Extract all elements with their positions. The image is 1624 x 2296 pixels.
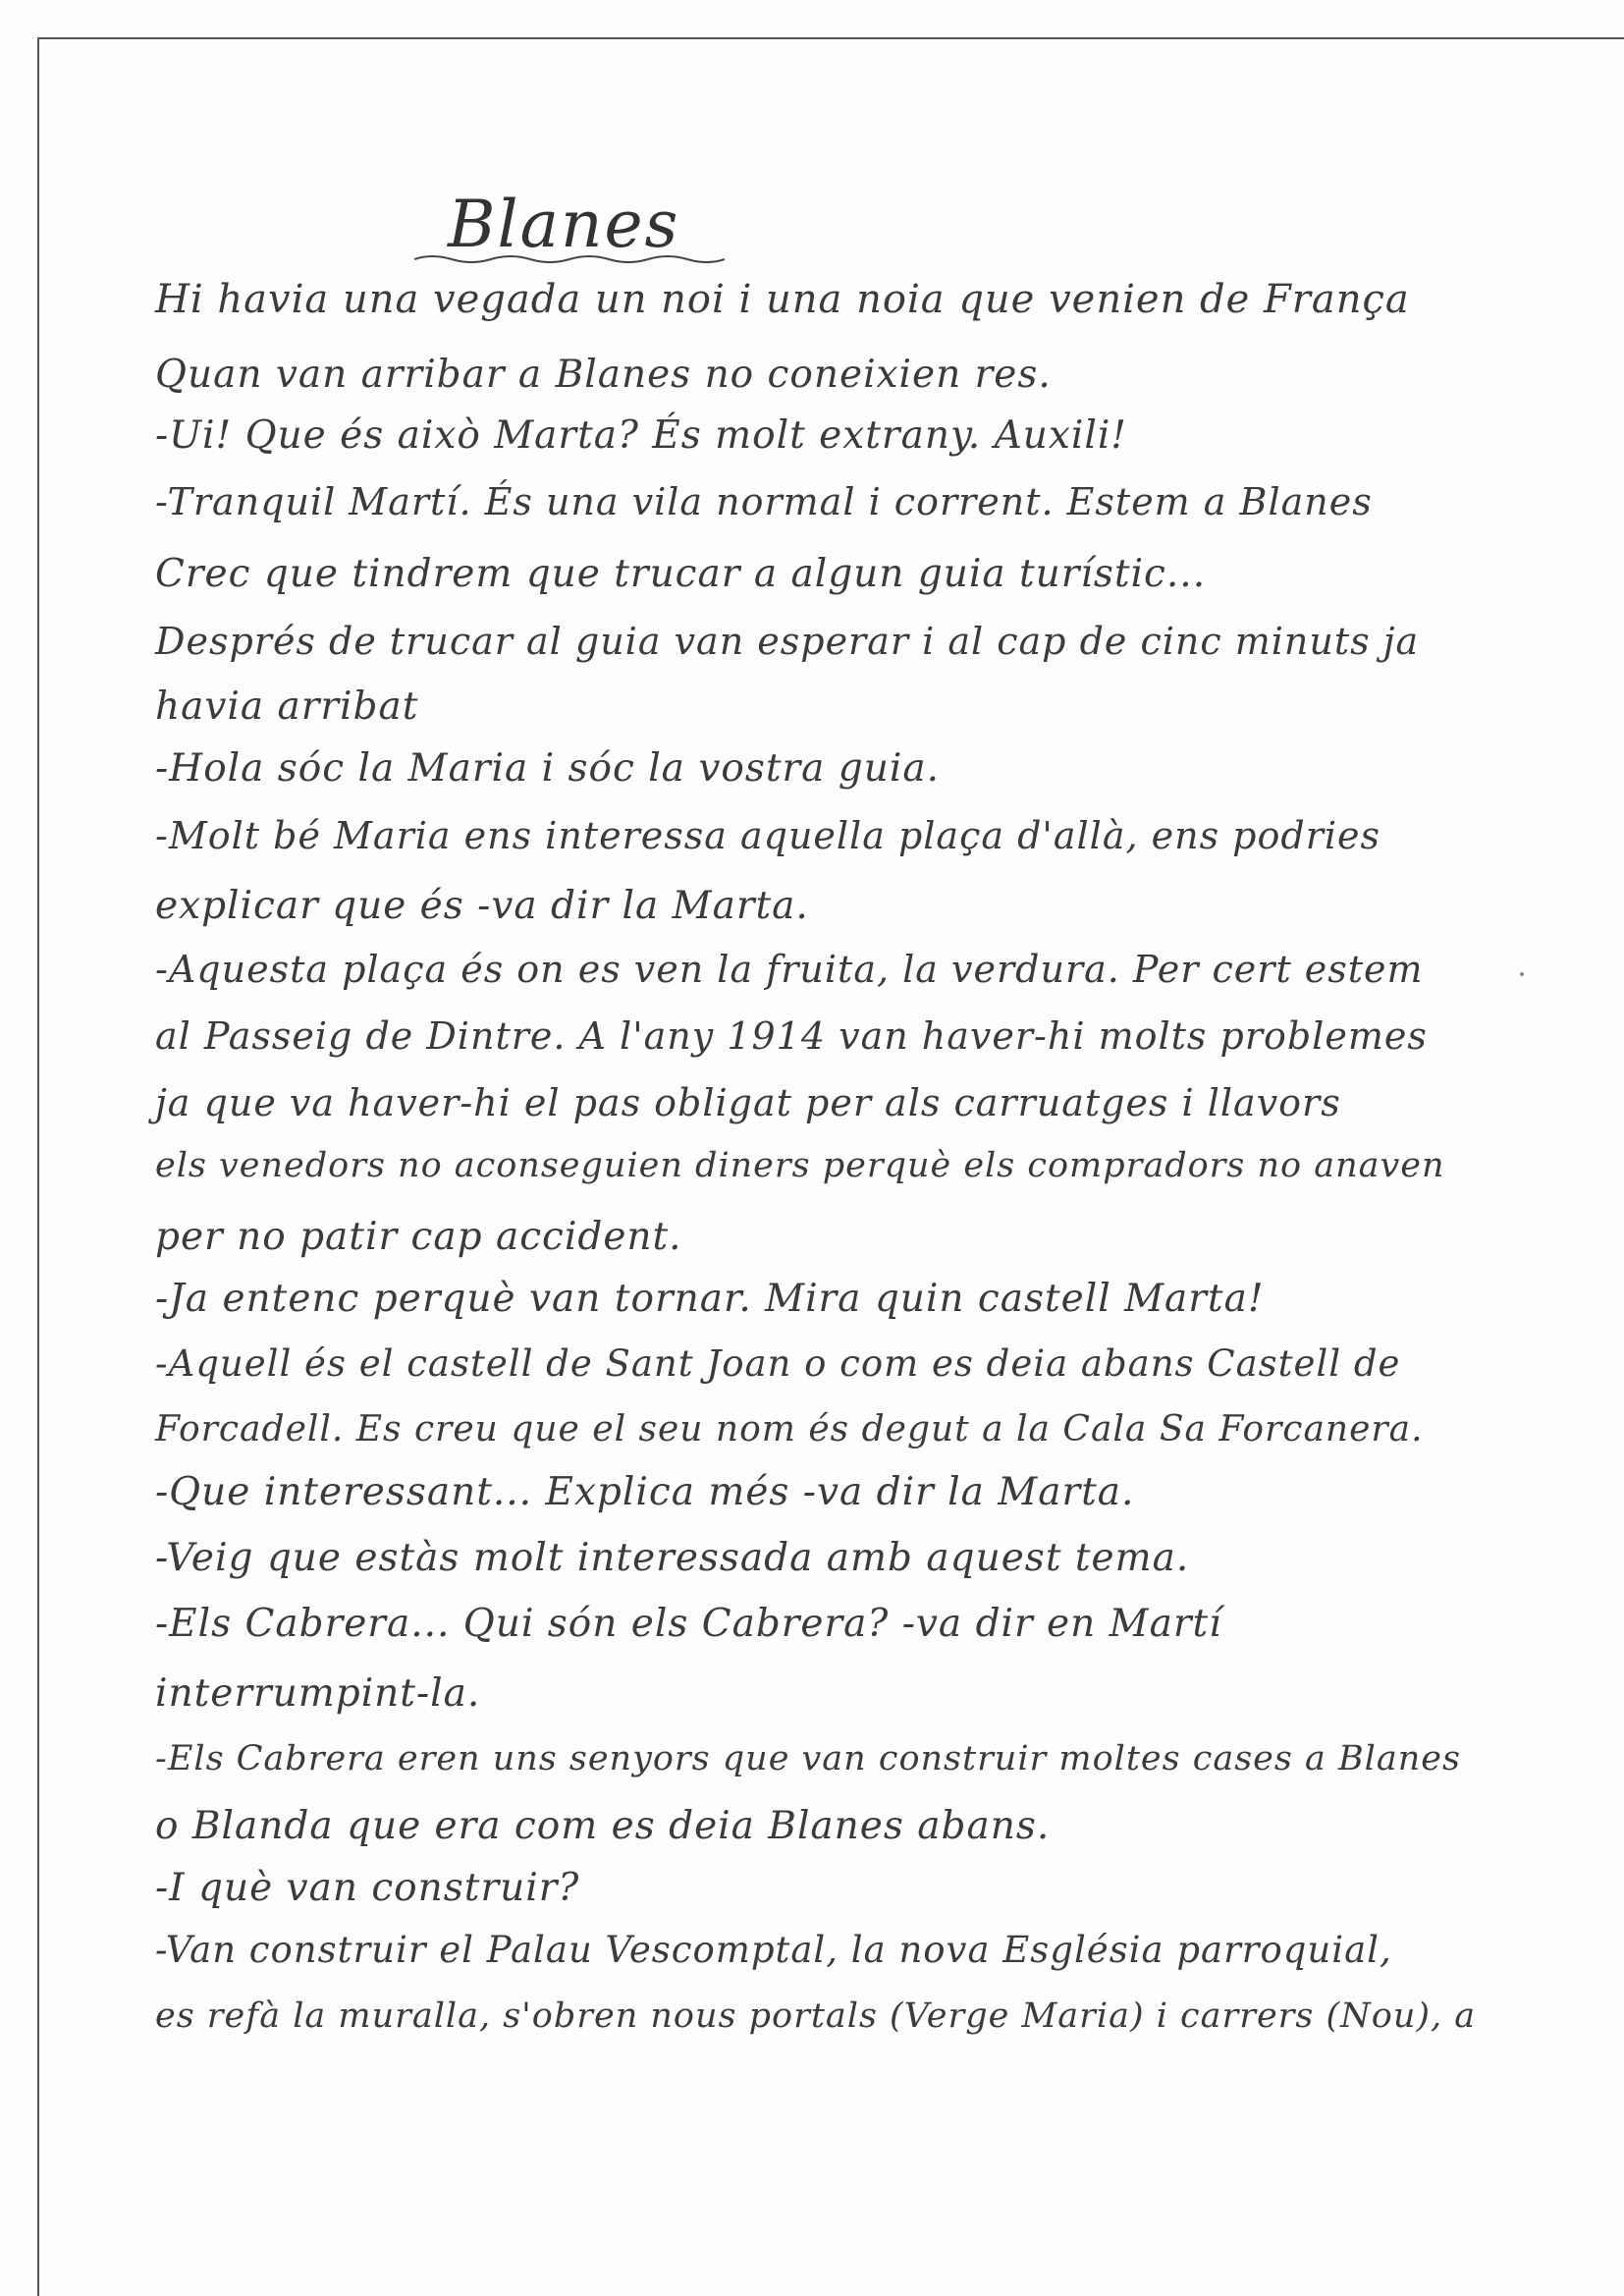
text-line: -Molt bé Maria ens interessa aquella plaça d'allà, ens podries bbox=[155, 814, 1381, 857]
text-line: -Van construir el Palau Vescomptal, la nova Església parroquial, bbox=[155, 1929, 1392, 1971]
text-line: -Tranquil Martí. És una vila normal i corrent. Estem a Blanes bbox=[155, 480, 1373, 523]
text-line: Forcadell. Es creu que el seu nom és degut a la Cala Sa Forcanera. bbox=[155, 1409, 1424, 1449]
title-underline bbox=[412, 253, 727, 265]
text-line: -Aquell és el castell de Sant Joan o com es deia abans Castell de bbox=[155, 1342, 1401, 1385]
text-line: Crec que tindrem que trucar a algun guia turístic... bbox=[155, 552, 1207, 596]
text-line: Després de trucar al guia van esperar i al cap de cinc minuts ja bbox=[155, 620, 1420, 663]
text-line: -Aquesta plaça és on es ven la fruita, la verdura. Per cert estem bbox=[155, 948, 1424, 991]
text-line: es refà la muralla, s'obren nous portals (Verge Maria) i carrers (Nou), a bbox=[155, 1996, 1477, 2036]
text-line: -I què van construir? bbox=[155, 1866, 580, 1910]
text-line: -Hola sóc la Maria i sóc la vostra guia. bbox=[155, 746, 941, 791]
text-line: explicar que és -va dir la Marta. bbox=[155, 884, 809, 928]
text-line: per no patir cap accident. bbox=[155, 1215, 682, 1259]
text-line: Hi havia una vegada un noi i una noia que venien de França bbox=[155, 277, 1410, 322]
text-line: -Els Cabrera eren uns senyors que van construir moltes cases a Blanes bbox=[155, 1739, 1461, 1778]
scan-speck bbox=[1520, 972, 1524, 976]
page-title: Blanes bbox=[448, 187, 680, 262]
text-line: havia arribat bbox=[155, 684, 419, 729]
text-line: al Passeig de Dintre. A l'any 1914 van haver-hi molts problemes bbox=[155, 1014, 1428, 1058]
scan-edge-top bbox=[37, 37, 1624, 39]
text-line: -Veig que estàs molt interessada amb aquest tema. bbox=[155, 1536, 1190, 1580]
scan-edge-left bbox=[37, 37, 39, 2296]
text-line: ja que va haver-hi el pas obligat per als carruatges i llavors bbox=[155, 1081, 1341, 1124]
text-line: -Que interessant... Explica més -va dir la Marta. bbox=[155, 1470, 1135, 1514]
text-line: -Ja entenc perquè van tornar. Mira quin castell Marta! bbox=[155, 1277, 1265, 1321]
text-line: o Blanda que era com es deia Blanes abans. bbox=[155, 1804, 1051, 1848]
text-line: -Ui! Que és això Marta? És molt extrany. Auxili! bbox=[155, 413, 1127, 458]
text-line: -Els Cabrera... Qui són els Cabrera? -va dir en Martí bbox=[155, 1602, 1222, 1646]
text-line: els venedors no aconseguien diners perquè els compradors no anaven bbox=[155, 1146, 1445, 1185]
text-line: Quan van arribar a Blanes no coneixien res. bbox=[155, 353, 1052, 397]
text-line: interrumpint-la. bbox=[155, 1671, 481, 1716]
